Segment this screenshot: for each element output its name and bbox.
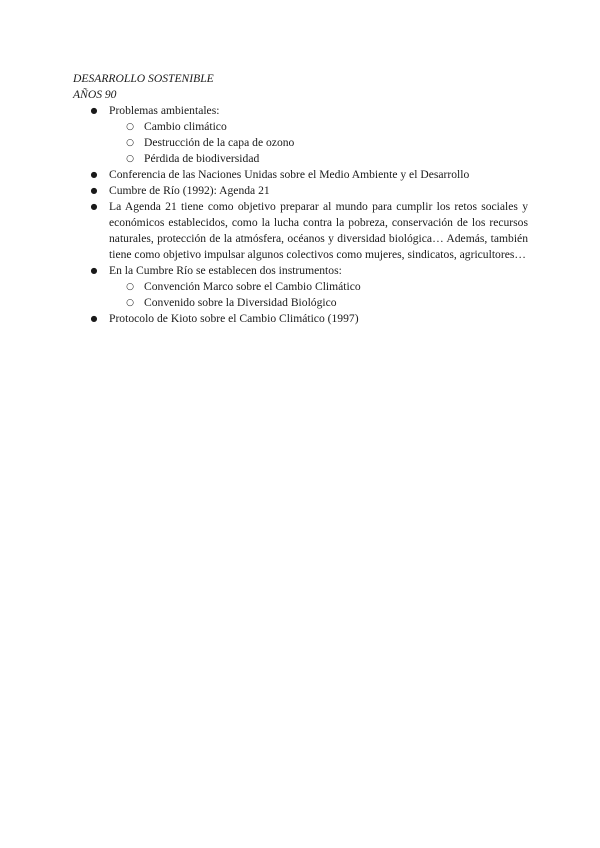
list-item-text: Cumbre de Río (1992): Agenda 21	[109, 184, 270, 197]
bullet-icon: ●	[90, 266, 98, 275]
list-item	[73, 183, 528, 199]
sub-list-item-text: Destrucción de la capa de ozono	[144, 136, 295, 149]
document-title: DESARROLLO SOSTENIBLE	[73, 72, 214, 85]
list-item	[73, 199, 528, 263]
sub-list-item	[109, 279, 528, 295]
circle-bullet-icon: ○	[126, 138, 134, 148]
document-subtitle: AÑOS 90	[73, 88, 117, 101]
bullet-icon: ●	[90, 314, 98, 323]
sub-list-item	[109, 119, 528, 135]
sub-list-item	[109, 295, 528, 311]
list-item	[73, 167, 528, 183]
sub-bullet-list	[109, 119, 528, 167]
list-item	[73, 263, 528, 311]
bullet-icon: ●	[90, 186, 98, 195]
sub-list-item-text: Pérdida de biodiversidad	[144, 152, 260, 165]
circle-bullet-icon: ○	[126, 154, 134, 164]
sub-list-item-text: Cambio climático	[144, 120, 227, 133]
circle-bullet-icon: ○	[126, 282, 134, 292]
circle-bullet-icon: ○	[126, 122, 134, 132]
bullet-icon: ●	[90, 106, 98, 115]
list-item-text: La Agenda 21 tiene como objetivo preparar al mundo para cumplir los retos sociales y económicos establecidos, como la lucha contra la pobreza, conservación de los recursos naturales, protección de la atmósfera, océanos y diversidad biológica… Además, también tiene como objetivo impulsar algunos colectivos como mujeres, sindicatos, agricultores…	[109, 200, 528, 261]
document-content	[73, 71, 528, 327]
sub-list-item	[109, 135, 528, 151]
bullet-icon: ●	[90, 202, 98, 211]
list-item-text: Conferencia de las Naciones Unidas sobre el Medio Ambiente y el Desarrollo	[109, 168, 470, 181]
sub-list-item-text: Convenido sobre la Diversidad Biológico	[144, 296, 337, 309]
bullet-icon: ●	[90, 170, 98, 179]
sub-list-item	[109, 151, 528, 167]
circle-bullet-icon: ○	[126, 298, 134, 308]
list-item-text: Problemas ambientales:	[109, 104, 220, 117]
list-item	[73, 311, 528, 327]
list-item-text: Protocolo de Kioto sobre el Cambio Climático (1997)	[109, 312, 359, 325]
bullet-list	[73, 103, 528, 327]
sub-bullet-list	[109, 279, 528, 311]
sub-list-item-text: Convención Marco sobre el Cambio Climático	[144, 280, 361, 293]
list-item	[73, 103, 528, 167]
list-item-text: En la Cumbre Río se establecen dos instrumentos:	[109, 264, 342, 277]
